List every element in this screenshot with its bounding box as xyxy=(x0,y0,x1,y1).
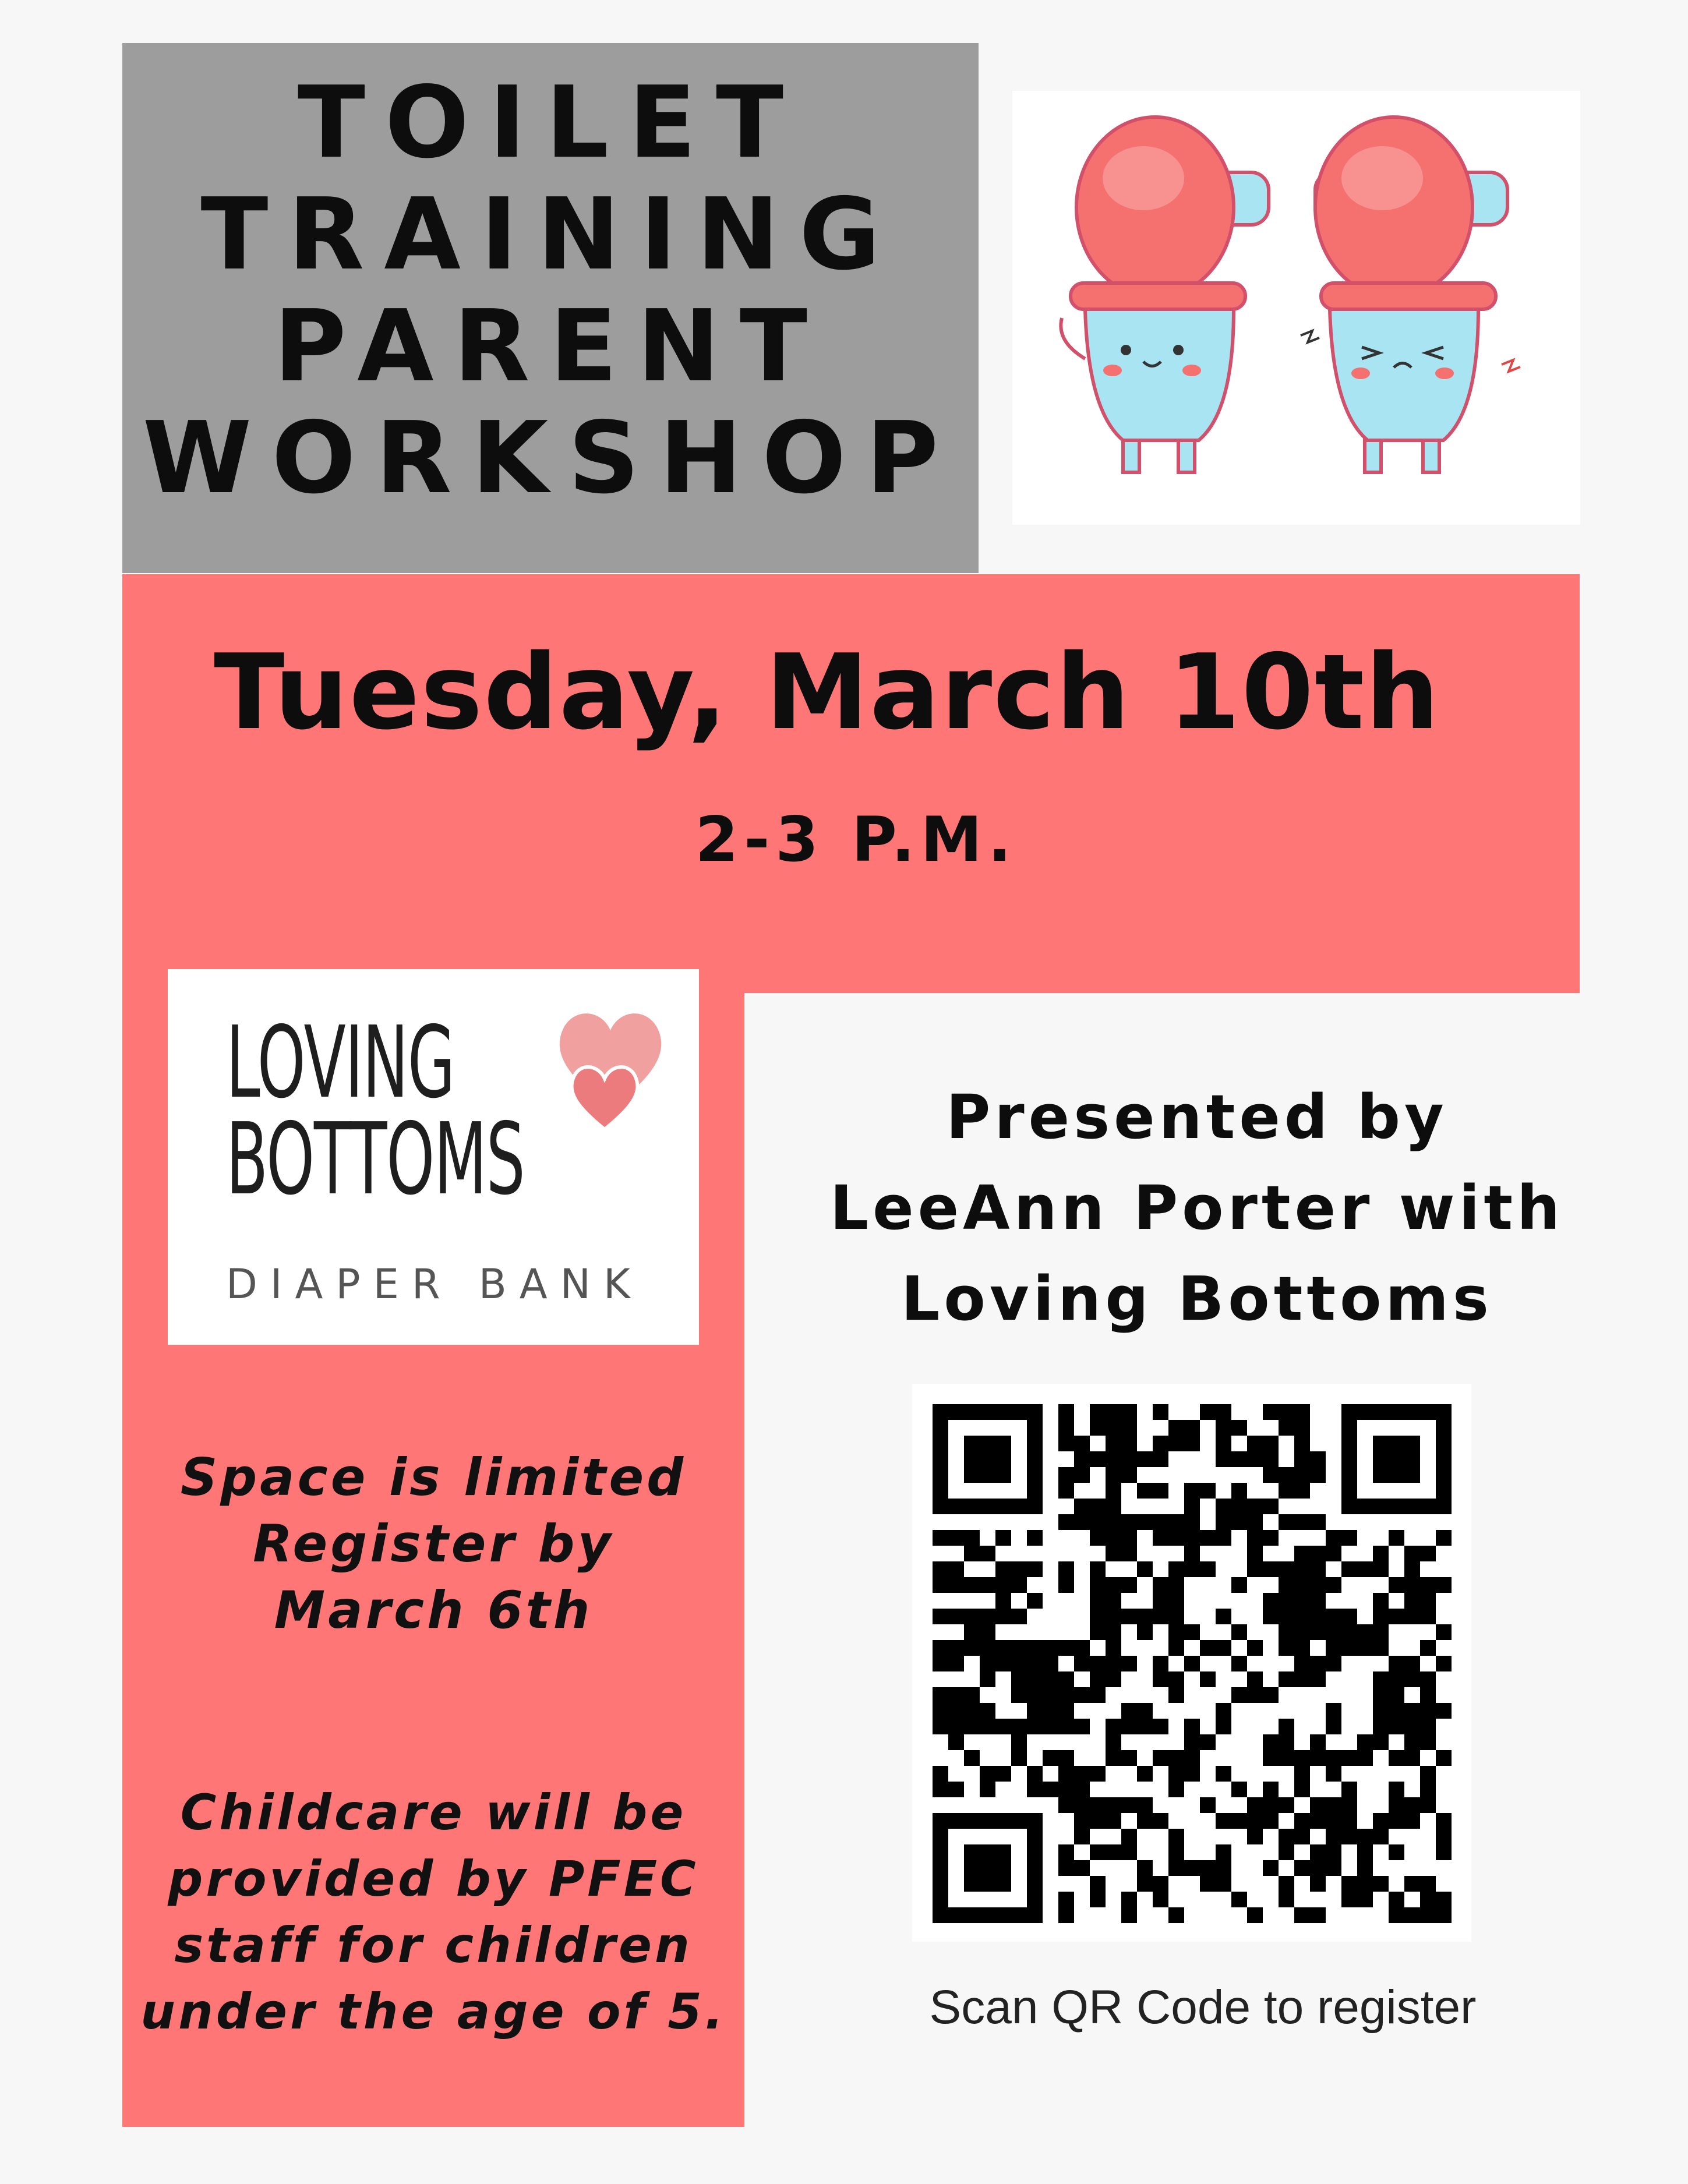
qr-finder-pattern xyxy=(933,1813,1043,1923)
qr-finder-pattern xyxy=(1341,1404,1452,1514)
qr-finder-pattern xyxy=(933,1404,1043,1514)
qr-code-card[interactable] xyxy=(912,1384,1471,1942)
title-line: TOILET xyxy=(297,65,804,181)
presenter-line: LeeAnn Porter with xyxy=(829,1172,1565,1243)
logo-tagline: DIAPER BANK xyxy=(226,1260,643,1308)
presenter-info xyxy=(751,1072,1643,1344)
title-line: WORKSHOP xyxy=(142,401,959,516)
childcare-line: under the age of 5. xyxy=(140,1983,726,2040)
presenter-line: Loving Bottoms xyxy=(901,1263,1493,1334)
workshop-title xyxy=(122,67,979,514)
registration-line: March 6th xyxy=(274,1580,593,1640)
childcare-line: staff for children xyxy=(174,1917,693,1974)
title-line: PARENT xyxy=(274,289,827,404)
two-cartoon-toilets-illustration xyxy=(1012,91,1580,525)
childcare-line: provided by PFEC xyxy=(168,1850,699,1907)
toilet-illustration xyxy=(1012,91,1580,525)
logo-line: BOTTOMS xyxy=(226,1102,525,1217)
presenter-line: Presented by xyxy=(946,1082,1448,1153)
event-time: 2-3 P.M. xyxy=(695,804,1018,875)
title-line: TRAINING xyxy=(200,177,900,292)
happy-toilet-icon xyxy=(1061,117,1269,472)
childcare-line: Childcare will be xyxy=(180,1784,687,1841)
event-date: Tuesday, March 10th xyxy=(214,632,1440,752)
qr-caption: Scan QR Code to register xyxy=(929,1981,1477,2034)
registration-line: Space is limited xyxy=(180,1447,687,1507)
qr-code[interactable] xyxy=(912,1384,1471,1942)
logo-line: LOVING xyxy=(226,1005,455,1121)
registration-note xyxy=(122,1444,744,1644)
upset-toilet-icon xyxy=(1301,117,1520,472)
registration-line: Register by xyxy=(253,1514,614,1574)
childcare-note xyxy=(122,1779,744,2045)
loving-bottoms-logo xyxy=(168,969,699,1345)
two-hearts-icon xyxy=(541,992,680,1132)
